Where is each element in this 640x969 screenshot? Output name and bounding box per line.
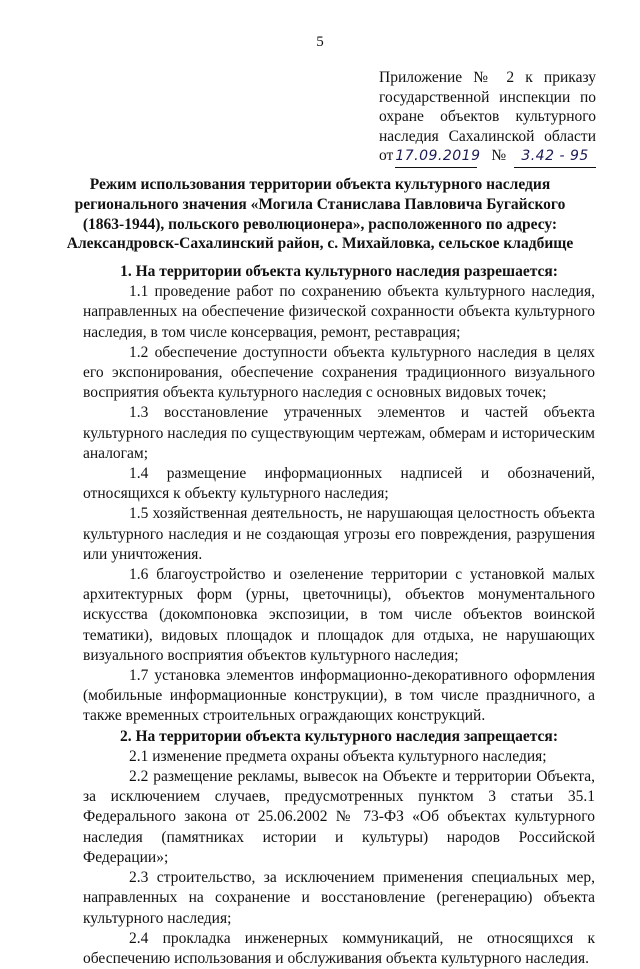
document-body: [83, 262, 595, 969]
section-1-item: 1.2 обеспечение доступности объекта культурного наследия в целях его экспонирования, обеспечение сохранения традиционного визуального восприятия объекта культурного наследия с основных видовых точек;: [83, 343, 595, 402]
date-prefix: от: [379, 147, 394, 164]
page-number: 5: [316, 34, 324, 50]
section-1-heading: 1. На территории объекта культурного наследия разрешается:: [120, 263, 558, 280]
appendix-header: [379, 68, 596, 168]
order-number-field: [514, 146, 596, 168]
section-2-item: 2.2 размещение рекламы, вывесок на Объекте и территории Объекта, за исключением случаев, предусмотренных пунктом 3 статьи 35.1 Федерального закона от 25.06.2002 № 73-ФЗ «Об объектах культурного наследия (памятниках истории и культуры) народов Российской Федерации»;: [83, 768, 595, 866]
section-1-item: 1.6 благоустройство и озеленение территории с установкой малых архитектурных форм (урны, цветочницы), объектов монументального искусства (докомпоновка экспозиции, в том числе объектов воинской тематики), видовых площадок и площадок для отдыха, не нарушающих визуального восприятия объектов культурного наследия;: [83, 566, 595, 664]
document-title: [0, 175, 640, 254]
appendix-line: государственной инспекции по: [379, 88, 596, 106]
title-line: регионального значения «Могила Станислава Павловича Бугайского: [74, 195, 566, 213]
section-2-item: 2.4 прокладка инженерных коммуникаций, не относящихся к обеспечению использования и обслуживания объекта культурного наследия.: [83, 929, 595, 967]
appendix-line: Приложение № 2 к приказу: [379, 69, 596, 86]
title-line: Александровск-Сахалинский район, с. Михайловка, сельское кладбище: [66, 235, 574, 253]
section-2-item: 2.1 изменение предмета охраны объекта культурного наследия;: [129, 747, 547, 765]
title-line: (1863-1944), польского революционера», расположенного по адресу:: [82, 215, 558, 233]
order-number-handwritten: 3.42 - 95: [521, 148, 589, 164]
order-date-handwritten: 17.09.2019: [395, 148, 481, 164]
section-1-item: 1.4 размещение информационных надписей и обозначений, относящихся к объекту культурного наследия;: [83, 465, 595, 503]
title-line: Режим использования территории объекта культурного наследия: [89, 176, 551, 193]
section-1-item: 1.3 восстановление утраченных элементов и частей объекта культурного наследия по существующим чертежам, обмерам и историческим аналогам;: [83, 404, 595, 462]
appendix-line: наследия Сахалинской области: [379, 127, 596, 145]
section-2-item: 2.3 строительство, за исключением применения специальных мер, направленных на сохранение и восстановление (регенерацию) объекта культурного наследия;: [83, 869, 595, 927]
number-prefix: №: [491, 147, 507, 164]
section-1-item: 1.1 проведение работ по сохранению объекта культурного наследия, направленных на обеспечение физической сохранности объекта культурного наследия, в том числе консервация, ремонт, реставрация;: [83, 283, 595, 341]
order-date-number: [379, 146, 596, 168]
section-1-item: 1.5 хозяйственная деятельность, не нарушающая целостность объекта культурного наследия и не создающая угрозы его повреждения, разрушения или уничтожения.: [83, 505, 595, 563]
order-date-field: [395, 146, 481, 168]
section-2-heading: 2. На территории объекта культурного наследия запрещается:: [120, 727, 558, 745]
section-1-item: 1.7 установка элементов информационно-декоративного оформления (мобильные информационные конструкции), в том числе праздничного, а также временных строительных ограждающих конструкций.: [83, 667, 595, 725]
appendix-line: охране объектов культурного: [379, 108, 596, 125]
